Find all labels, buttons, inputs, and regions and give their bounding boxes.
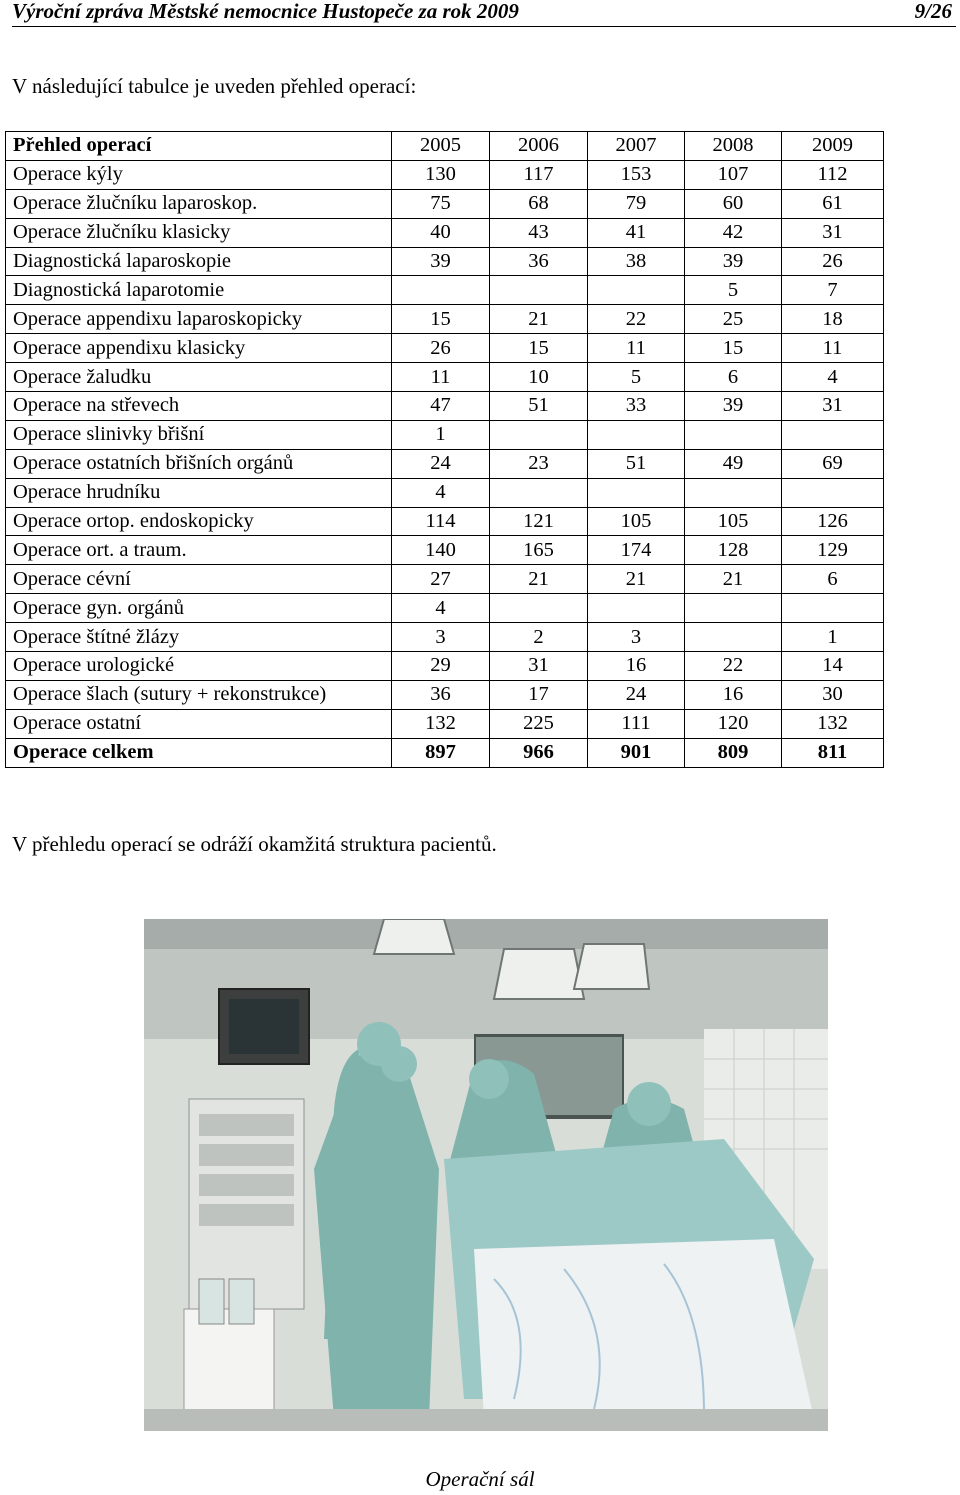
table-cell [588, 594, 685, 623]
table-cell: 6 [685, 363, 782, 392]
row-label: Operace ostatní [6, 709, 392, 738]
operating-room-photo [144, 919, 828, 1431]
table-cell: 26 [392, 334, 490, 363]
table-cell: 111 [588, 709, 685, 738]
table-cell: 5 [588, 363, 685, 392]
table-cell: 140 [392, 536, 490, 565]
table-row [6, 247, 884, 276]
row-label: Diagnostická laparotomie [6, 276, 392, 305]
row-label: Operace ortop. endoskopicky [6, 507, 392, 536]
table-cell: 897 [392, 738, 490, 767]
table-cell: 4 [392, 478, 490, 507]
row-label: Operace celkem [6, 738, 392, 767]
table-cell: 51 [588, 449, 685, 478]
table-cell: 18 [782, 305, 884, 334]
table-cell [588, 276, 685, 305]
table-cell: 1 [392, 420, 490, 449]
table-cell: 120 [685, 709, 782, 738]
table-cell: 2007 [588, 132, 685, 161]
table-row [6, 334, 884, 363]
table-cell: 49 [685, 449, 782, 478]
table-cell [685, 594, 782, 623]
table-cell: 75 [392, 189, 490, 218]
table-cell: 31 [782, 218, 884, 247]
table-cell [588, 478, 685, 507]
table-cell: 15 [490, 334, 588, 363]
table-cell: 2 [490, 623, 588, 652]
table-cell: 132 [782, 709, 884, 738]
table-cell: 5 [685, 276, 782, 305]
table-cell: 165 [490, 536, 588, 565]
table-row [6, 218, 884, 247]
table-cell: 61 [782, 189, 884, 218]
table-cell: 6 [782, 565, 884, 594]
table-cell [588, 420, 685, 449]
table-cell: 7 [782, 276, 884, 305]
table-cell: 21 [490, 565, 588, 594]
table-cell: 40 [392, 218, 490, 247]
table-cell: 69 [782, 449, 884, 478]
table-cell: 15 [685, 334, 782, 363]
table-cell: 114 [392, 507, 490, 536]
table-cell: 33 [588, 392, 685, 421]
table-cell: 225 [490, 709, 588, 738]
table-cell: 2006 [490, 132, 588, 161]
table-cell: 107 [685, 160, 782, 189]
table-cell: 3 [392, 623, 490, 652]
table-cell: 174 [588, 536, 685, 565]
table-cell: 128 [685, 536, 782, 565]
row-label: Operace cévní [6, 565, 392, 594]
table-cell: 22 [588, 305, 685, 334]
table-cell: 16 [588, 652, 685, 681]
table-cell: 27 [392, 565, 490, 594]
table-cell: 31 [782, 392, 884, 421]
table-cell: 51 [490, 392, 588, 421]
row-label: Operace slinivky břišní [6, 420, 392, 449]
table-cell: 4 [392, 594, 490, 623]
table-cell: 1 [782, 623, 884, 652]
table-cell: 10 [490, 363, 588, 392]
table-cell [685, 478, 782, 507]
table-cell: 26 [782, 247, 884, 276]
table-cell: 809 [685, 738, 782, 767]
table-cell: 11 [782, 334, 884, 363]
table-cell: 36 [392, 680, 490, 709]
table-cell: 105 [685, 507, 782, 536]
table-cell: 966 [490, 738, 588, 767]
table-cell: 15 [392, 305, 490, 334]
note-text: V přehledu operací se odráží okamžitá struktura pacientů. [12, 832, 497, 856]
table-cell: 47 [392, 392, 490, 421]
row-label: Operace hrudníku [6, 478, 392, 507]
table-row [6, 565, 884, 594]
table-cell: 153 [588, 160, 685, 189]
table-cell: 4 [782, 363, 884, 392]
table-row [6, 392, 884, 421]
row-label: Operace na střevech [6, 392, 392, 421]
table-cell: 36 [490, 247, 588, 276]
table-cell [490, 478, 588, 507]
table-row [6, 680, 884, 709]
table-cell: 68 [490, 189, 588, 218]
table-cell: 16 [685, 680, 782, 709]
row-label: Operace urologické [6, 652, 392, 681]
table-cell: 22 [685, 652, 782, 681]
table-cell [685, 420, 782, 449]
table-row [6, 363, 884, 392]
table-cell: 25 [685, 305, 782, 334]
table-cell: 21 [490, 305, 588, 334]
table-cell: 2005 [392, 132, 490, 161]
table-cell: 60 [685, 189, 782, 218]
table-row [6, 536, 884, 565]
table-row [6, 449, 884, 478]
row-label: Operace žaludku [6, 363, 392, 392]
photo-caption: Operační sál [425, 1467, 535, 1491]
table-row [6, 305, 884, 334]
table-cell [685, 623, 782, 652]
operations-table [5, 131, 884, 768]
table-total-row [6, 738, 884, 767]
table-cell: 39 [392, 247, 490, 276]
table-cell: 901 [588, 738, 685, 767]
table-cell [782, 420, 884, 449]
table-row [6, 594, 884, 623]
row-label: Diagnostická laparoskopie [6, 247, 392, 276]
table-row [6, 709, 884, 738]
table-cell: 21 [588, 565, 685, 594]
table-cell: 24 [392, 449, 490, 478]
row-label: Operace appendixu klasicky [6, 334, 392, 363]
table-cell: 38 [588, 247, 685, 276]
table-cell [392, 276, 490, 305]
table-row [6, 160, 884, 189]
table-cell: 2009 [782, 132, 884, 161]
table-cell: 30 [782, 680, 884, 709]
table-header-row [6, 132, 884, 161]
table-cell: 811 [782, 738, 884, 767]
page-number: 9/26 [914, 0, 952, 23]
table-cell: 11 [392, 363, 490, 392]
table-cell: 11 [588, 334, 685, 363]
table-cell: 130 [392, 160, 490, 189]
page-header [12, 0, 956, 27]
table-row [6, 623, 884, 652]
table-row [6, 652, 884, 681]
table-cell: 2008 [685, 132, 782, 161]
row-label: Operace štítné žlázy [6, 623, 392, 652]
table-row [6, 189, 884, 218]
table-cell: 42 [685, 218, 782, 247]
table-row [6, 276, 884, 305]
row-label: Operace ort. a traum. [6, 536, 392, 565]
report-title: Výroční zpráva Městské nemocnice Hustopeče za rok 2009 [12, 0, 519, 23]
table-cell: 31 [490, 652, 588, 681]
row-label: Operace kýly [6, 160, 392, 189]
row-label: Operace gyn. orgánů [6, 594, 392, 623]
table-cell: 79 [588, 189, 685, 218]
table-cell: 39 [685, 247, 782, 276]
row-label: Operace ostatních břišních orgánů [6, 449, 392, 478]
row-label: Operace šlach (sutury + rekonstrukce) [6, 680, 392, 709]
table-cell: 105 [588, 507, 685, 536]
table-cell: 112 [782, 160, 884, 189]
table-cell: 24 [588, 680, 685, 709]
table-cell: 39 [685, 392, 782, 421]
table-cell: 117 [490, 160, 588, 189]
intro-text: V následující tabulce je uveden přehled operací: [12, 74, 417, 98]
table-cell [490, 594, 588, 623]
row-label: Přehled operací [6, 132, 392, 161]
table-cell: 121 [490, 507, 588, 536]
table-cell: 132 [392, 709, 490, 738]
table-cell: 41 [588, 218, 685, 247]
table-cell: 129 [782, 536, 884, 565]
table-cell [782, 594, 884, 623]
table-cell: 43 [490, 218, 588, 247]
table-cell: 126 [782, 507, 884, 536]
table-cell: 21 [685, 565, 782, 594]
table-row [6, 507, 884, 536]
table-cell: 29 [392, 652, 490, 681]
table-cell: 3 [588, 623, 685, 652]
table-cell [490, 420, 588, 449]
table-cell [782, 478, 884, 507]
row-label: Operace žlučníku klasicky [6, 218, 392, 247]
table-row [6, 420, 884, 449]
table-cell: 23 [490, 449, 588, 478]
row-label: Operace appendixu laparoskopicky [6, 305, 392, 334]
table-cell: 17 [490, 680, 588, 709]
row-label: Operace žlučníku laparoskop. [6, 189, 392, 218]
table-cell: 14 [782, 652, 884, 681]
table-cell [490, 276, 588, 305]
table-row [6, 478, 884, 507]
